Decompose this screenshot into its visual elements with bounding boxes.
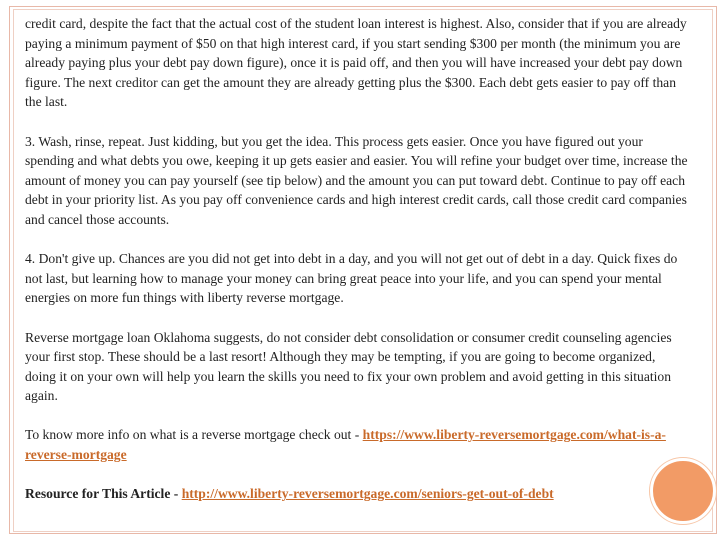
paragraph-dont-give-up: 4. Don't give up. Chances are you did not get into debt in a day, and you will not get out of debt in a day. Quick fixes do not last, but learning how to manage your money can bring great peace into your life, and you can spend your mental energies on more fun things with liberty reverse mortgage. xyxy=(25,251,678,306)
resource-label: Resource for This Article - xyxy=(25,486,182,502)
decorative-circle xyxy=(650,458,716,524)
seniors-get-out-of-debt-link[interactable]: http://www.liberty-reversemortgage.com/seniors-get-out-of-debt xyxy=(181,486,554,502)
article-body xyxy=(25,14,689,523)
paragraph-wash-rinse-repeat: 3. Wash, rinse, repeat. Just kidding, but you get the idea. This process gets easier. Once you have figured out your spending and what debts you owe, keeping it up gets easier and easier. You will refine your budget over time, increase the amount of money you can pay yourself (see tip below) and the amount you can put toward debt. Continue to pay off each debt in your priority list. As you pay off convenience cards and high interest credit cards, call those credit card companies and cancel those accounts. xyxy=(25,133,688,227)
resource-line xyxy=(25,484,689,504)
paragraph-reverse-mortgage-oklahoma: Reverse mortgage loan Oklahoma suggests, do not consider debt consolidation or consumer credit counseling agencies your first stop. These should be a last resort! Although they may be tempting, if you are going to become organized, doing it on your own will help you learn the skills you need to fix your own problem and avoid getting in this situation again. xyxy=(25,329,672,404)
more-info-text: To know more info on what is a reverse mortgage check out - xyxy=(25,427,363,443)
paragraph-debt-snowball: credit card, despite the fact that the actual cost of the student loan interest is highest. Also, consider that if you are already paying a minimum payment of $50 on that high interest card, if you start sending $300 per month (the minimum you are already paying plus your debt pay down figure), once it is paid off, and then you will have increased your debt pay down figure. The next creditor can get the amount they are already getting plus the $300. Each debt gets easier to pay off than the last. xyxy=(25,16,687,110)
more-info-line xyxy=(25,425,689,464)
what-is-reverse-mortgage-link[interactable]: https://www.liberty-reversemortgage.com/what-is-a-reverse-mortgage xyxy=(25,427,666,463)
